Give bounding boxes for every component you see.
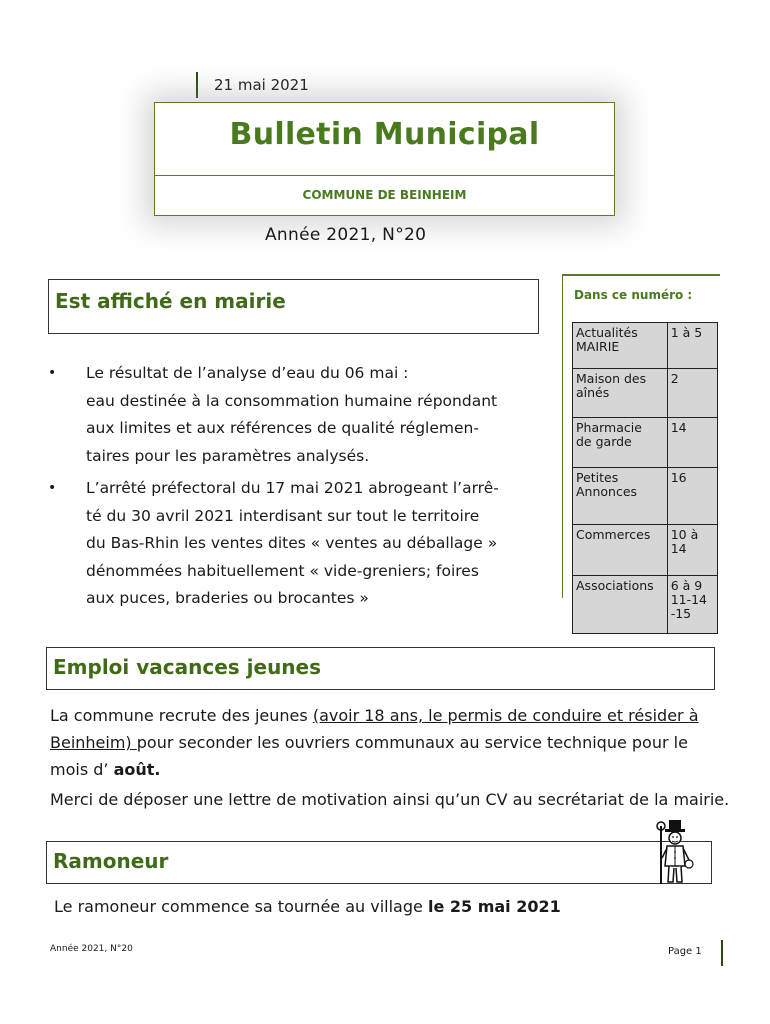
toc-page: 14 bbox=[667, 418, 717, 468]
toc-label: Associations bbox=[573, 576, 668, 634]
toc-page: 10 à 14 bbox=[667, 525, 717, 576]
bullet-text-line: dénommées habituellement « vide-greniers; foires bbox=[86, 561, 479, 580]
table-row bbox=[573, 369, 718, 418]
section-title: Est affiché en mairie bbox=[55, 289, 286, 313]
emploi-paragraph bbox=[50, 702, 730, 783]
section-title: Emploi vacances jeunes bbox=[53, 655, 322, 679]
bullet-text-line: taires pour les paramètres analysés. bbox=[86, 446, 370, 465]
table-row bbox=[573, 323, 718, 369]
section-header-emploi bbox=[46, 647, 715, 690]
bullet-text-line: Le résultat de l’analyse d’eau du 06 mai : bbox=[86, 364, 409, 382]
list-item bbox=[48, 475, 538, 613]
table-row bbox=[573, 525, 718, 576]
table-row bbox=[573, 418, 718, 468]
footer-page-number: Page 1 bbox=[668, 946, 702, 957]
list-item bbox=[48, 360, 538, 470]
ramoneur-paragraph bbox=[54, 897, 561, 916]
issue-number: Année 2021, N°20 bbox=[265, 225, 427, 245]
bullet-text-line: du Bas-Rhin les ventes dites « ventes au déballage » bbox=[86, 534, 498, 552]
emploi-conditions: (avoir 18 ans, le permis de conduire et résider à Beinheim) bbox=[50, 706, 699, 752]
commune-name: COMMUNE DE BEINHEIM bbox=[302, 188, 467, 202]
bullet-text-line: L’arrêté préfectoral du 17 mai 2021 abrogeant l’arrê- bbox=[86, 479, 499, 497]
emploi-text: pour seconder les ouvriers communaux au service technique pour le mois d’ bbox=[50, 733, 688, 779]
toc-page: 2 bbox=[667, 369, 717, 418]
emploi-instructions: Merci de déposer une lettre de motivation ainsi qu’un CV au secrétariat de la mairie. bbox=[50, 790, 730, 809]
title-box bbox=[154, 102, 615, 216]
toc-label: Actualités MAIRIE bbox=[573, 323, 668, 369]
sidebar-left-rule bbox=[562, 276, 563, 598]
chimney-sweep-icon bbox=[655, 818, 695, 886]
bullet-dot-icon: • bbox=[48, 480, 57, 496]
toc-page: 16 bbox=[667, 468, 717, 525]
toc-label: Commerces bbox=[573, 525, 668, 576]
bullet-text-line: aux limites et aux références de qualité réglemen- bbox=[86, 419, 479, 437]
contents-table bbox=[572, 322, 718, 634]
date-bar bbox=[196, 72, 198, 98]
bullet-text-line: eau destinée à la consommation humaine répondant bbox=[86, 391, 498, 410]
footer-rule bbox=[721, 940, 723, 966]
table-row bbox=[573, 576, 718, 634]
footer-issue: Année 2021, N°20 bbox=[50, 944, 133, 954]
bullet-text-line: aux puces, braderies ou brocantes » bbox=[86, 589, 369, 607]
toc-label: Maison des aînés bbox=[573, 369, 668, 418]
emploi-month: août. bbox=[113, 760, 161, 779]
section-title: Ramoneur bbox=[53, 849, 169, 873]
bullet-dot-icon: • bbox=[48, 365, 57, 381]
toc-page: 1 à 5 bbox=[667, 323, 717, 369]
title-divider bbox=[155, 175, 614, 176]
bulletin-title: Bulletin Municipal bbox=[229, 117, 540, 152]
emploi-text: La commune recrute des jeunes bbox=[50, 706, 313, 725]
sidebar-top-rule bbox=[562, 274, 720, 276]
ramoneur-text: Le ramoneur commence sa tournée au village bbox=[54, 897, 428, 916]
ramoneur-date: le 25 mai 2021 bbox=[427, 897, 561, 916]
section-header-mairie bbox=[48, 279, 539, 334]
toc-page: 6 à 9 11-14 -15 bbox=[667, 576, 717, 634]
toc-label: Petites Annonces bbox=[573, 468, 668, 525]
toc-label: Pharmacie de garde bbox=[573, 418, 668, 468]
table-row bbox=[573, 468, 718, 525]
mairie-bullet-list bbox=[48, 360, 538, 618]
sidebar-caption: Dans ce numéro : bbox=[574, 288, 693, 302]
bullet-text-line: té du 30 avril 2021 interdisant sur tout le territoire bbox=[86, 506, 480, 525]
bulletin-date: 21 mai 2021 bbox=[214, 76, 309, 94]
section-header-ramoneur bbox=[46, 841, 712, 884]
